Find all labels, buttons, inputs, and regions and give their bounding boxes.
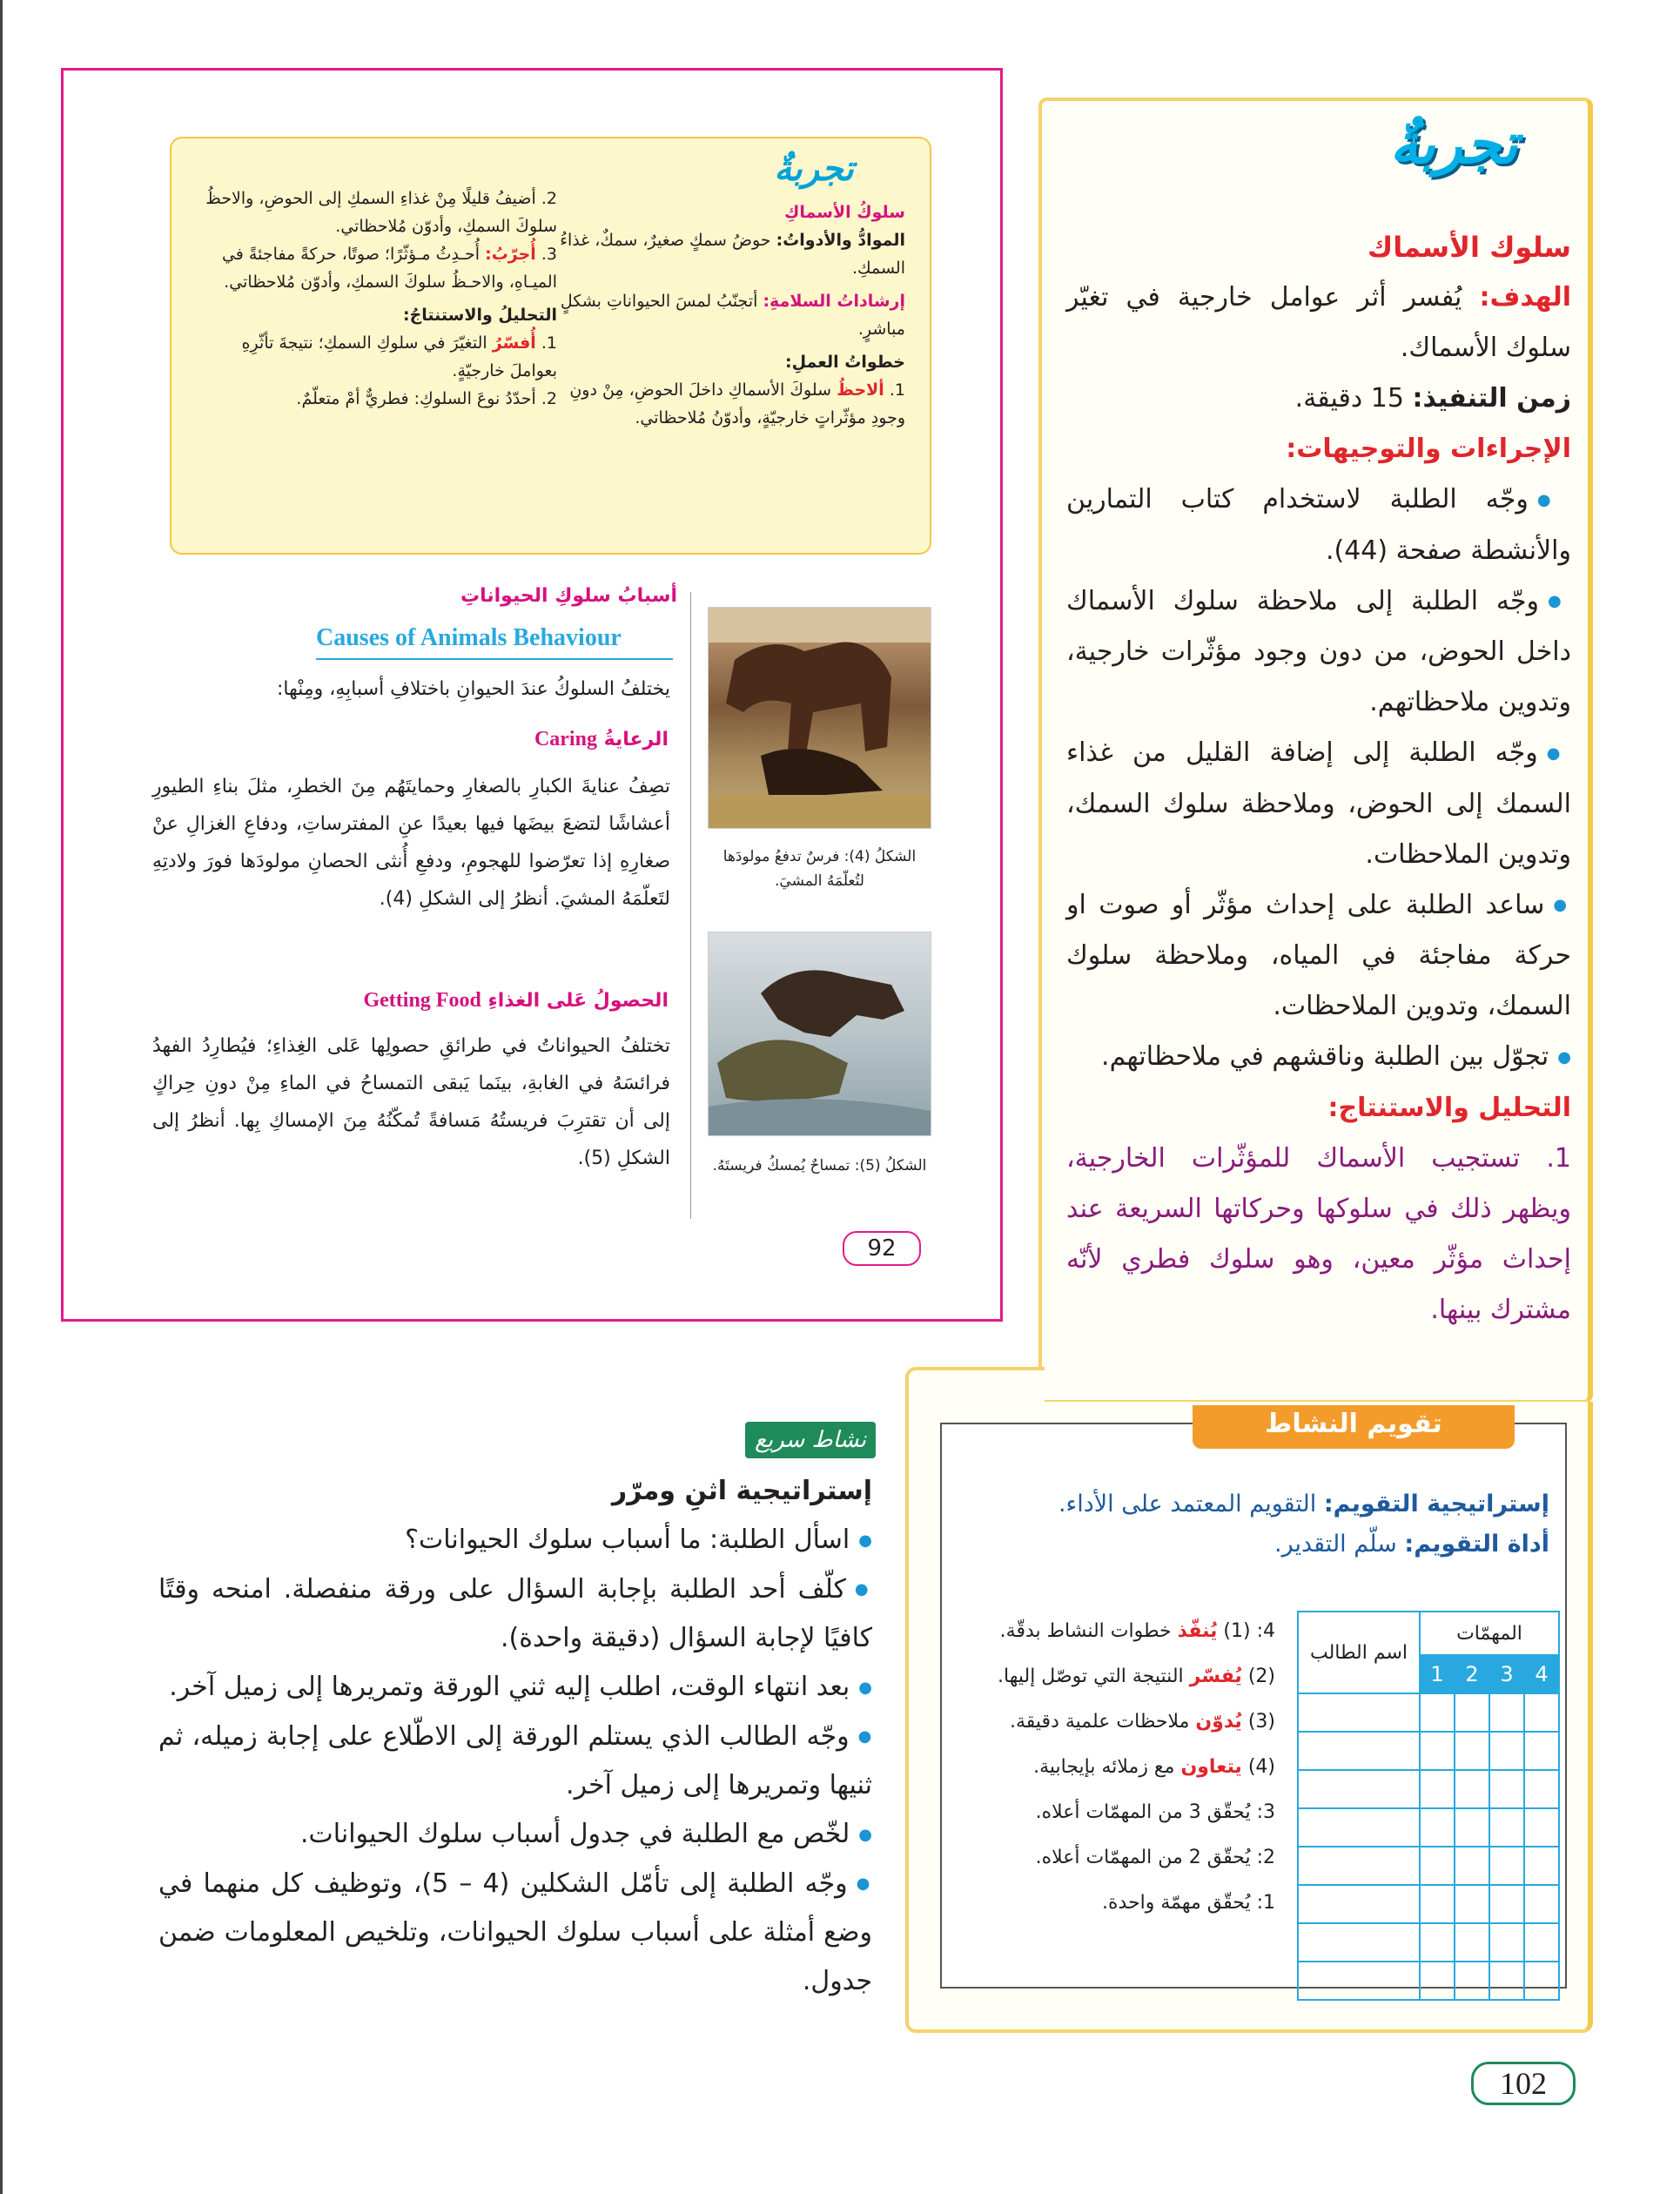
steps-label: خطواتُ العملِ: — [784, 353, 905, 372]
figure-4-photo — [708, 607, 931, 829]
analysis-label: التحليلُ والاستنتاجُ: — [402, 306, 557, 325]
guide-frame-step — [905, 1367, 1045, 1405]
figure-4-caption: الشكلُ (4): فرسٌ تدفعُ مولودَها لتُعلّمَهُ المشيَ. — [722, 848, 917, 890]
criterion-3: (3) يُدوّن ملاحظات علمية دقيقة. — [1010, 1711, 1275, 1733]
step-3: 3. أُجرّبُ: أُحـدِثُ مـؤثّرًا؛ صوتًا، حركةً مفاجئةً في الميـاهِ، والاحـظُ سلوكَ السمكِ، وأدوّن مُلاحظاتي. — [221, 245, 557, 292]
inner-page-number: 92 — [843, 1231, 921, 1266]
materials: الموادُّ والأدواتُ: حوضُ سمكٍ صغيرٌ، سمكٌ، غذاءُ السمكِ. — [560, 231, 905, 278]
rubric-criteria — [927, 1609, 1275, 1926]
evaluation-tab: تقويم النشاط — [1193, 1405, 1515, 1449]
food-heading: الحصولُ عَلى الغذاءِ Getting Food — [363, 989, 669, 1012]
quick-activity-title: إستراتيجية اثنِ ومرّر — [611, 1476, 872, 1506]
quick-activity-item-5: ● لخّص مع الطلبة في جدول أسباب سلوك الحيوانات. — [158, 1810, 872, 1860]
rubric-tasks-header: المهمّات — [1420, 1612, 1559, 1655]
criterion-4: (4) يتعاون مع زملائه بإيجابية. — [1033, 1756, 1275, 1778]
guide-procedure-1: ● وجّه الطلبة لاستخدام كتاب التمارين والأنشطة صفحة (44). — [1066, 474, 1571, 576]
table-row — [1298, 1693, 1559, 1732]
step-1: 1. ألاحظُ سلوكَ الأسماكِ داخلَ الحوضِ، مِنْ دونِ وجودِ مؤثّراتٍ خارجيّةٍ، وأدوّنُ مُلاحظاتي. — [569, 380, 905, 427]
figure-5-caption: الشكلُ (5): تمساحٌ يُمسكُ فريستَهُ. — [712, 1157, 927, 1174]
experiment-title: تجربةٌ — [774, 148, 854, 189]
quick-activity-item-2: ● كلّف أحد الطلبة بإجابة السؤال على ورقة منفصلة. امنحه وقتًا كافيًا لإجابة السؤال (دقيقة واحدة). — [158, 1565, 872, 1664]
table-row — [1298, 1885, 1559, 1923]
table-row — [1298, 1808, 1559, 1847]
guide-procedure-4: ● ساعد الطلبة على إحداث مؤثّر أو صوت او حركة مفاجئة في المياه، وملاحظة سلوك السمك، وتدوين الملاحظات. — [1066, 880, 1571, 1033]
quick-activity-item-4: ● وجّه الطالب الذي يستلم الورقة إلى الاطّلاع على إجابة زميله، ثم ثنيها وتمريرها إلى زميل آخر. — [158, 1713, 872, 1811]
criterion-2: (2) يُفسّر النتيجة التي توصّل إليها. — [998, 1666, 1275, 1687]
guide-procedure-5: ● تجوّل بين الطلبة وناقشهم في ملاحظاتهم. — [1066, 1032, 1571, 1083]
guide-procedure-3: ● وجّه الطلبة إلى إضافة القليل من غذاء السمك إلى الحوض، وملاحظة سلوك السمك، وتدوين الملاحظات. — [1066, 728, 1571, 880]
guide-analysis-label: التحليل والاستنتاج: — [1327, 1092, 1571, 1123]
analysis-1: 1. أُفسّرُ التغيّرَ في سلوكِ السمكِ؛ نتيجةَ تأثّرِهِ بعواملَ خارجيّةٍ. — [241, 333, 557, 380]
section-underline — [316, 658, 673, 660]
section-intro: يختلفُ السلوكُ عندَ الحيوانِ باختلافِ أسبابِهِ، ومِنْها: — [276, 678, 670, 700]
caring-text: تصِفُ عنايةَ الكبارِ بالصغارِ وحمايتَهُم مِنَ الخطرِ، مثلَ بناءِ الطيورِ أعشاشًا لتضعَ بيضَها فيها بعيدًا عنِ المفترساتِ، ودفاعِ الغزالِ عنْ صغارِهِ إذا تعرّضوا للهجومِ، ودفعِ أُنثى الحصانِ مولودَها فورَ ولادتِهِ لتَعلّمَهُ المشيَ. أنظرُ إلى الشكلِ (4). — [152, 776, 670, 910]
quick-activity — [158, 1467, 872, 2006]
section-title: أسبابُ سلوكِ الحيواناتِ — [460, 585, 677, 607]
table-row — [1298, 1962, 1559, 2000]
table-row — [1298, 1732, 1559, 1770]
rubric-level-3: 3 — [1489, 1655, 1524, 1693]
experiment-right-column — [557, 199, 905, 432]
guide-procedure-2: ● وجّه الطلبة إلى ملاحظة سلوك الأسماك داخل الحوض، من دون وجود مؤثّرات خارجية، وتدوين ملاحظاتهم. — [1066, 576, 1571, 729]
guide-analysis-text: 1. تستجيب الأسماك للمؤثّرات الخارجية، ويظهر ذلك في سلوكها وحركاتها السريعة عند إحداث مؤثّر معين، وهو سلوك فطري لأنّه مشترك بينها. — [1066, 1142, 1571, 1325]
level-1-text: 1: يُحقّق مهمّة واحدة. — [1101, 1892, 1275, 1914]
quick-activity-item-3: ● بعد انتهاء الوقت، اطلب إليه ثني الورقة وتمريرها إلى زميل آخر. — [158, 1663, 872, 1713]
table-row — [1298, 1923, 1559, 1962]
guide-goal: الهدف: يُفسر أثر عوامل خارجية في تغيّر سلوك الأسماك. — [1066, 282, 1571, 363]
guide-experiment — [1066, 222, 1571, 1336]
figure-5-photo — [708, 932, 931, 1136]
evaluation-meta — [1010, 1484, 1549, 1565]
quick-activity-item-6: ● وجّه الطلبة إلى تأمّل الشكلين (4 – 5)، وتوظيف كل منهما في وضع أمثلة على أسباب سلوك الحيوانات، وتلخيص المعلومات ضمن جدول. — [158, 1860, 872, 2007]
experiment-name: سلوكُ الأسماكِ — [783, 203, 905, 222]
safety: إرشاداتُ السلامةِ: أتجنّبُ لمسَ الحيواناتِ بشكلٍ مباشرٍ. — [560, 292, 905, 339]
food-text: تختلفُ الحيواناتُ في طرائقِ حصولِها عَلى الغِذاءِ؛ فيُطارِدُ الفهدُ فرائسَهُ في الغابةِ، بينَما يَبقى التمساحُ في الماءِ مِنْ دونِ حِراكٍ إلى أن تقترِبَ فريستُهُ مَسافةً تُمكّنُهُ مِنَ الإمساكِ بِها. أنظرُ إلى الشكلِ (5). — [152, 1035, 670, 1169]
rubric-name-header: اسم الطالب — [1298, 1612, 1420, 1693]
rubric-level-2: 2 — [1455, 1655, 1489, 1693]
level-3-text: 3: يُحقّق 3 من المهمّات أعلاه. — [1035, 1801, 1275, 1823]
guide-title: تجربةٌ — [1389, 111, 1518, 177]
page-number: 102 — [1471, 2062, 1576, 2105]
quick-activity-tab: نشاط سريع — [745, 1422, 876, 1458]
rubric-level-1: 1 — [1420, 1655, 1455, 1693]
guide-time: زمن التنفيذ: 15 دقيقة. — [1294, 383, 1571, 414]
guide-procedures-label: الإجراءات والتوجيهات: — [1286, 434, 1571, 464]
page-edge — [0, 0, 3, 2194]
rubric-table — [1297, 1611, 1560, 2001]
rubric-level-4: 4 — [1524, 1655, 1559, 1693]
quick-activity-item-1: ● اسأل الطلبة: ما أسباب سلوك الحيوانات؟ — [158, 1516, 872, 1565]
table-row — [1298, 1770, 1559, 1808]
analysis-2: 2. أحدّدُ نوعَ السلوكِ: فطريٌّ أمْ متعلّمٌ. — [296, 389, 557, 408]
evaluation-tool: أداة التقويم: سلّم التقدير. — [1273, 1531, 1549, 1558]
evaluation-strategy: إستراتيجية التقويم: التقويم المعتمد على الأداء. — [1058, 1491, 1549, 1518]
criterion-1: 4: (1) يُنفّذ خطوات النشاط بدقّة. — [999, 1620, 1275, 1642]
step-2: 2. أضيفُ قليلًا مِنْ غذاءِ السمكِ إلى الحوضِ، والاحظُ سلوكَ السمكِ، وأدوّن مُلاحظاتي. — [205, 189, 557, 236]
caring-heading: الرعايةُ Caring — [534, 728, 669, 750]
section-title-en: Causes of Animals Behaviour — [316, 624, 622, 651]
level-2-text: 2: يُحقّق 2 من المهمّات أعلاه. — [1035, 1847, 1275, 1868]
table-row — [1298, 1847, 1559, 1885]
experiment-left-column — [192, 185, 557, 413]
guide-experiment-name: سلوك الأسماك — [1367, 231, 1571, 264]
column-divider — [690, 592, 691, 1219]
